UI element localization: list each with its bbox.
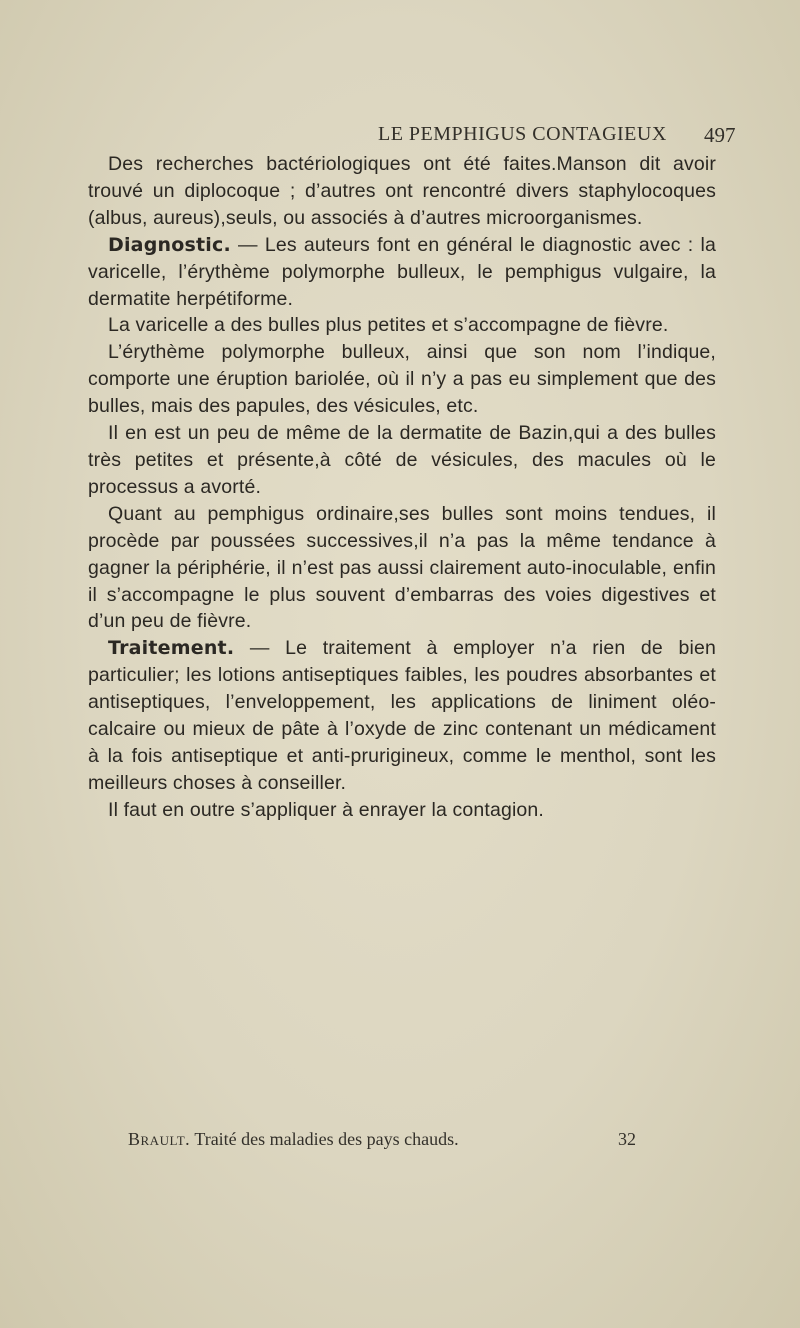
paragraph-erytheme: L’érythème polymorphe bulleux, ainsi que son nom l’indique, comporte une éruption bariolée, où il n’y a pas eu simplement que des bulles, mais des papules, des vésicules, etc. bbox=[88, 341, 716, 418]
paragraph-diagnostic bbox=[88, 232, 716, 313]
section-heading-diagnostic: Diagnostic. bbox=[108, 233, 231, 256]
footer-author: Brault. bbox=[128, 1129, 191, 1149]
paragraph-bacteriology: Des recherches bactériologiques ont été faites.Manson dit avoir trouvé un diplocoque ; d’autres ont rencontré divers staphylocoques (albus, aureus),seuls, ou associés à d’autres microorganismes. bbox=[88, 153, 716, 229]
page-number: 497 bbox=[704, 123, 736, 147]
section-heading-traitement: Traitement. bbox=[108, 637, 235, 660]
signature-mark: 32 bbox=[618, 1129, 636, 1149]
paragraph-contagion: Il faut en outre s’appliquer à enrayer la contagion. bbox=[108, 798, 544, 821]
paragraph-traitement-text: — Le traitement à employer n’a rien de bien particulier; les lotions antiseptiques faibles, les poudres absorbantes et antiseptiques, l’enveloppement, les applications de liniment oléo-calcaire ou mieux de pâte à l’oxyde de zinc contenant un médicament à la fois antiseptique et anti-prurigineux, comme le menthol, sont les meilleurs choses à conseiller. bbox=[88, 637, 716, 794]
paragraph-pemphigus-ordinaire: Quant au pemphigus ordinaire,ses bulles sont moins tendues, il procède par poussées successives,il n’a pas la même tendance à gagner la périphérie, il n’est pas aussi clairement auto-inoculable, enfin il s’accompagne le plus souvent d’embarras des voies digestives et d’un peu de fièvre. bbox=[88, 502, 716, 633]
paragraph-diagnostic-text: — Les auteurs font en général le diagnostic avec : la varicelle, l’érythème polymorphe bulleux, le pemphigus vulgaire, la dermatite herpétiforme. bbox=[88, 233, 716, 310]
paragraph-traitement bbox=[88, 635, 716, 796]
body-text bbox=[88, 151, 716, 824]
footer-title: Traité des maladies des pays chauds. bbox=[190, 1129, 459, 1149]
paragraph-dermatite: Il en est un peu de même de la dermatite de Bazin,qui a des bulles très petites et présente,à côté de vésicules, des macules où le processus a avorté. bbox=[88, 422, 716, 498]
paragraph-varicelle: La varicelle a des bulles plus petites et s’accompagne de fièvre. bbox=[108, 314, 669, 337]
footer bbox=[128, 1129, 683, 1150]
running-title: LE PEMPHIGUS CONTAGIEUX bbox=[378, 123, 667, 145]
